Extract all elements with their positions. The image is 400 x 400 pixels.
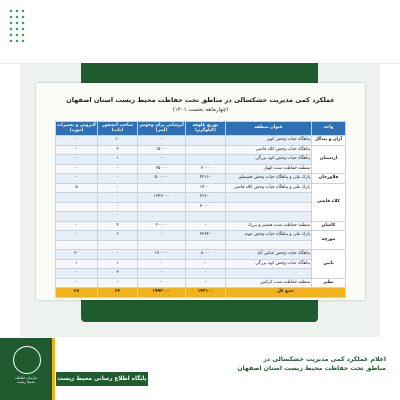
cell-trough: - xyxy=(98,183,138,193)
total-label: جمع کل xyxy=(226,288,346,298)
cell-area: منطقه حفاظت شده کرکس xyxy=(226,278,312,288)
table-row xyxy=(56,269,346,279)
cell-feed xyxy=(186,145,226,155)
cell-trough: - xyxy=(98,193,138,203)
table-row xyxy=(56,183,346,193)
cell-dredge: - xyxy=(56,269,98,279)
cell-dredge xyxy=(56,202,98,212)
cell-water: ۱۶۴۳۰۰۰ xyxy=(138,193,186,203)
table-row xyxy=(56,164,346,174)
cell-area: پارک ملی و پناهگاه حیات وحش کلاه قاضی xyxy=(226,183,312,193)
cell-area: پناهگاه حیات وحش کوه بزرگی xyxy=(226,155,312,165)
logo-line-2: محیط زیست xyxy=(16,380,36,385)
cell-dredge: - xyxy=(56,231,98,241)
cell-water: ۱۷۰۰۰۰ xyxy=(138,250,186,260)
report-title: عملکرد کمی مدیریت خشکسالی در مناطق تحت حفاظت محیط زیست استان اصفهان xyxy=(66,96,335,104)
table-row xyxy=(56,193,346,203)
cell-trough xyxy=(98,240,138,250)
cell-feed xyxy=(186,212,226,222)
cell-trough: - xyxy=(98,202,138,212)
table-row xyxy=(56,221,346,231)
cell-trough: ۱ xyxy=(98,259,138,269)
total-row xyxy=(56,288,346,298)
col-header-feed: توزیع علوفه (کیلوگرم) xyxy=(186,122,226,136)
cell-water: ۲۵۰۰۰ xyxy=(138,164,186,174)
cell-trough: ۱۰ xyxy=(98,136,138,146)
logo-text xyxy=(2,376,50,385)
cell-dredge: - xyxy=(56,136,98,146)
cell-dredge: ۲۰ xyxy=(56,250,98,260)
cell-trough: - xyxy=(98,164,138,174)
table-row xyxy=(56,202,346,212)
cell-feed: - xyxy=(186,221,226,231)
cell-water xyxy=(138,212,186,222)
col-header-water: آبرسانی برای وحوش (لیتر) xyxy=(138,122,186,136)
emblem-icon xyxy=(13,346,41,374)
cell-region: کاشان xyxy=(312,221,346,231)
cell-dredge xyxy=(56,240,98,250)
cell-feed: ۲۶۶۰۰ xyxy=(186,193,226,203)
cell-region: نطنز xyxy=(312,278,346,288)
cell-area: پناهگاه حیات وحش کلاه قاضی xyxy=(226,145,312,155)
total-dredge: ۲۸ xyxy=(56,288,98,298)
col-header-dredge: لایروبی و تعمیرات (مورد) xyxy=(56,122,98,136)
cell-area xyxy=(226,269,312,279)
cell-region: مورچه xyxy=(312,231,346,250)
table-row xyxy=(56,278,346,288)
cell-region: آران و بیدگل xyxy=(312,136,346,146)
cell-area xyxy=(226,193,312,203)
cell-feed xyxy=(186,136,226,146)
cell-dredge: - xyxy=(56,164,98,174)
cell-water: - xyxy=(138,136,186,146)
cell-trough: ۴ xyxy=(98,221,138,231)
decorative-dots xyxy=(8,8,26,44)
cell-dredge: - xyxy=(56,221,98,231)
cell-water xyxy=(138,202,186,212)
cell-area: پارک ملی و پناهگاه حیات وحش موته xyxy=(226,231,312,241)
cell-water xyxy=(138,183,186,193)
drought-table xyxy=(55,121,346,298)
site-name-badge[interactable]: پایگاه اطلاع رسانی محیط زیست اصفهان «پارما» xyxy=(56,372,148,386)
cell-trough: ۶ xyxy=(98,231,138,241)
cell-dredge: ۱ xyxy=(56,259,98,269)
cell-water xyxy=(138,240,186,250)
cell-dredge: - xyxy=(56,278,98,288)
cell-feed: - xyxy=(186,269,226,279)
cell-dredge: ۵ xyxy=(56,183,98,193)
cell-area: منطقه حفاظت شده قمصر و برزک xyxy=(226,221,312,231)
table-row xyxy=(56,145,346,155)
cell-water: - xyxy=(138,278,186,288)
cell-trough: - xyxy=(98,278,138,288)
col-header-area: عنوان منطقه xyxy=(226,122,312,136)
table-header-row xyxy=(56,122,346,136)
cell-feed: ۸۰۰۰ xyxy=(186,250,226,260)
cell-area: پارک ملی و پناهگاه حیات وحش قمیشلو xyxy=(226,174,312,184)
cell-region: کلاه قاضی xyxy=(312,183,346,221)
table-row xyxy=(56,174,346,184)
cell-dredge: - xyxy=(56,145,98,155)
cell-water: ۱۵۰۰۰ xyxy=(138,145,186,155)
total-water: ۱۹۹۳۰۰۰ xyxy=(138,288,186,298)
table-row xyxy=(56,250,346,260)
total-trough: ۳۶ xyxy=(98,288,138,298)
cell-region: اردستان xyxy=(312,145,346,174)
cell-water: - xyxy=(138,231,186,241)
cell-feed: - xyxy=(186,278,226,288)
cell-water: ۵۰۰۰۰۰ xyxy=(138,174,186,184)
cell-water: - xyxy=(138,155,186,165)
cell-feed: ۲۰۰۰ xyxy=(186,164,226,174)
cell-trough: - xyxy=(98,212,138,222)
cell-trough: - xyxy=(98,250,138,260)
cell-feed: ۳۰۰۰۰ xyxy=(186,202,226,212)
cell-dredge: - xyxy=(56,155,98,165)
logo-accent-stripe xyxy=(52,338,55,400)
table-row xyxy=(56,240,346,250)
cell-trough: ۳ xyxy=(98,269,138,279)
col-header-unit: واحد xyxy=(312,122,346,136)
cell-dredge xyxy=(56,212,98,222)
table-body xyxy=(56,136,346,288)
caption-line-1: اعلام عملکرد کمی مدیریت خشکسالی در xyxy=(263,356,386,363)
cell-area xyxy=(226,212,312,222)
cell-dredge: - xyxy=(56,174,98,184)
cell-region: نایین xyxy=(312,250,346,279)
logo-line-1: سازمان حفاظت xyxy=(14,376,38,380)
table-row xyxy=(56,231,346,241)
cell-feed xyxy=(186,240,226,250)
cell-feed: ۱۴۰۰۰ xyxy=(186,183,226,193)
total-feed: ۱۴۳۱۰۰ xyxy=(186,288,226,298)
cell-area: منطقه حفاظت شده کهیاز xyxy=(226,164,312,174)
cell-dredge xyxy=(56,193,98,203)
cell-region: فلاورجان xyxy=(312,174,346,184)
table-row xyxy=(56,155,346,165)
caption-line-2: مناطق تحت حفاظت محیط زیست استان اصفهان xyxy=(237,364,386,372)
table-row xyxy=(56,212,346,222)
cell-area xyxy=(226,240,312,250)
table-row xyxy=(56,136,346,146)
col-header-trough: ساخت آبشخور (باب) xyxy=(98,122,138,136)
cell-feed: - xyxy=(186,259,226,269)
cell-area xyxy=(226,202,312,212)
cell-water: ۲۰۰۰۰ xyxy=(138,221,186,231)
cell-trough: ۱ xyxy=(98,155,138,165)
table-row xyxy=(56,259,346,269)
caption xyxy=(206,356,386,374)
cell-trough: ۲ xyxy=(98,145,138,155)
cell-area: پناهگاه حیات وحش کوه بزرگی xyxy=(226,259,312,269)
report-subtitle: (چهارماهه نخست ۱۴۰۱) xyxy=(172,107,229,113)
cell-water: - xyxy=(138,269,186,279)
cell-feed: ۳۳۶۴۰ xyxy=(186,231,226,241)
cell-water: - xyxy=(138,259,186,269)
cell-feed xyxy=(186,155,226,165)
cell-area: پناهگاه حیات وحش کویر xyxy=(226,136,312,146)
cell-trough: - xyxy=(98,174,138,184)
cell-feed: ۴۲۱۶۰ xyxy=(186,174,226,184)
cell-area: پناهگاه حیات وحش عباس آباد xyxy=(226,250,312,260)
